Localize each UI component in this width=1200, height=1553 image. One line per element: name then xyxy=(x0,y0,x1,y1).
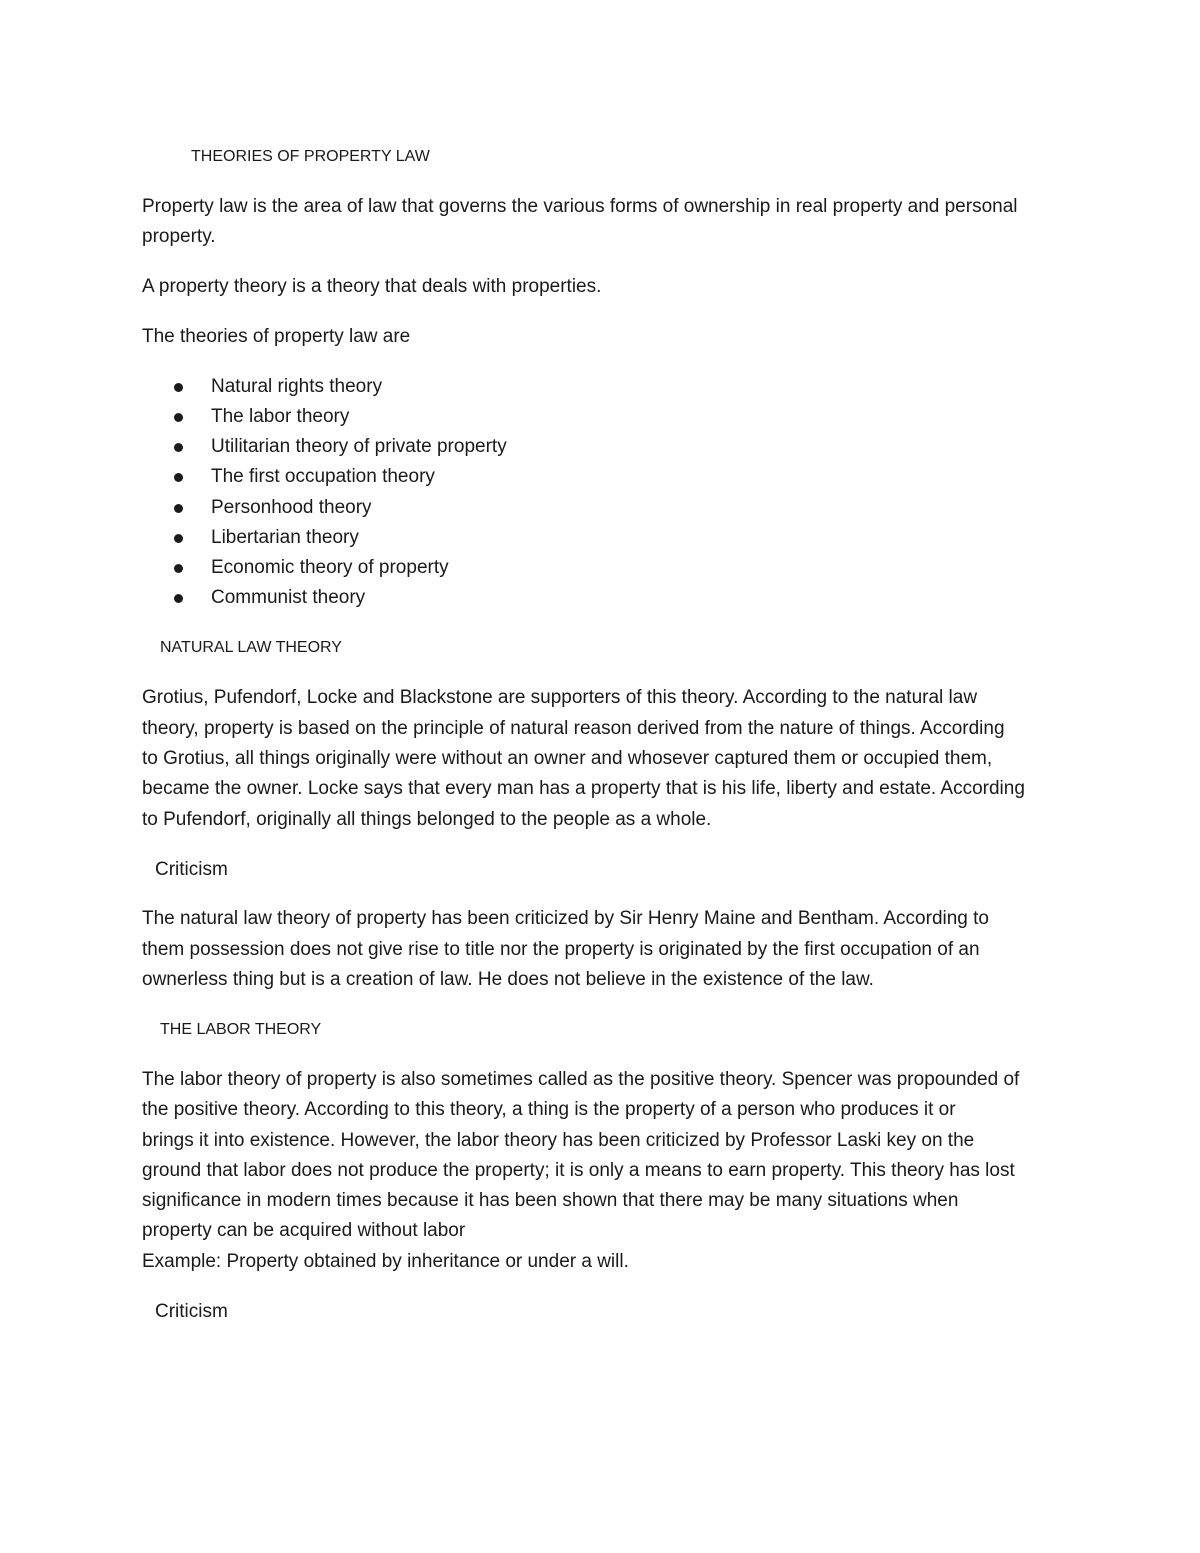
natural-law-heading: NATURAL LAW THEORY xyxy=(160,639,342,656)
bullet-icon xyxy=(174,473,183,482)
intro-paragraph-line: property. xyxy=(142,226,216,247)
intro-paragraph-3: The theories of property law are xyxy=(142,326,411,347)
bullet-icon xyxy=(174,383,183,392)
labor-theory-criticism-heading: Criticism xyxy=(155,1301,228,1322)
bullet-icon xyxy=(174,443,183,452)
labor-theory-example-line: Example: Property obtained by inheritance or under a will. xyxy=(142,1251,629,1272)
bullet-icon xyxy=(174,534,183,543)
natural-law-paragraph-line: theory, property is based on the principle of natural reason derived from the nature of things. According xyxy=(142,718,1005,739)
bullet-icon xyxy=(174,413,183,422)
document-title: THEORIES OF PROPERTY LAW xyxy=(191,148,430,165)
labor-theory-paragraph-line: property can be acquired without labor xyxy=(142,1220,466,1241)
list-item: Libertarian theory xyxy=(211,527,359,548)
bullet-icon xyxy=(174,594,183,603)
natural-law-paragraph-line: to Grotius, all things originally were without an owner and whosever captured them or occupied them, xyxy=(142,748,993,769)
list-item: Economic theory of property xyxy=(211,557,449,578)
list-item: Personhood theory xyxy=(211,497,372,518)
intro-paragraph-line: Property law is the area of law that governs the various forms of ownership in real property and personal xyxy=(142,196,1018,217)
bullet-icon xyxy=(174,504,183,513)
labor-theory-paragraph-line: significance in modern times because it has been shown that there may be many situations when xyxy=(142,1190,959,1211)
criticism-paragraph-line: The natural law theory of property has been criticized by Sir Henry Maine and Bentham. According to xyxy=(142,908,989,929)
list-item: Communist theory xyxy=(211,587,366,608)
natural-law-paragraph-line: became the owner. Locke says that every man has a property that is his life, liberty and estate. According xyxy=(142,778,1025,799)
natural-law-paragraph-line: to Pufendorf, originally all things belonged to the people as a whole. xyxy=(142,809,712,830)
list-item: The labor theory xyxy=(211,406,350,427)
labor-theory-paragraph-line: ground that labor does not produce the property; it is only a means to earn property. This theory has lost xyxy=(142,1160,1015,1181)
labor-theory-paragraph-line: the positive theory. According to this theory, a thing is the property of a person who produces it or xyxy=(142,1099,956,1120)
labor-theory-heading: THE LABOR THEORY xyxy=(160,1021,322,1038)
labor-theory-paragraph-line: The labor theory of property is also sometimes called as the positive theory. Spencer was propounded of xyxy=(142,1069,1020,1090)
natural-law-criticism-heading: Criticism xyxy=(155,859,228,880)
criticism-paragraph-line: ownerless thing but is a creation of law. He does not believe in the existence of the law. xyxy=(142,969,874,990)
criticism-paragraph-line: them possession does not give rise to title nor the property is originated by the first occupation of an xyxy=(142,939,980,960)
intro-paragraph-2: A property theory is a theory that deals with properties. xyxy=(142,276,602,297)
labor-theory-paragraph-line: brings it into existence. However, the labor theory has been criticized by Professor Laski key on the xyxy=(142,1130,975,1151)
list-item: Natural rights theory xyxy=(211,376,383,397)
list-item: Utilitarian theory of private property xyxy=(211,436,507,457)
natural-law-paragraph-line: Grotius, Pufendorf, Locke and Blackstone are supporters of this theory. According to the natural law xyxy=(142,687,978,708)
bullet-icon xyxy=(174,564,183,573)
list-item: The first occupation theory xyxy=(211,466,435,487)
